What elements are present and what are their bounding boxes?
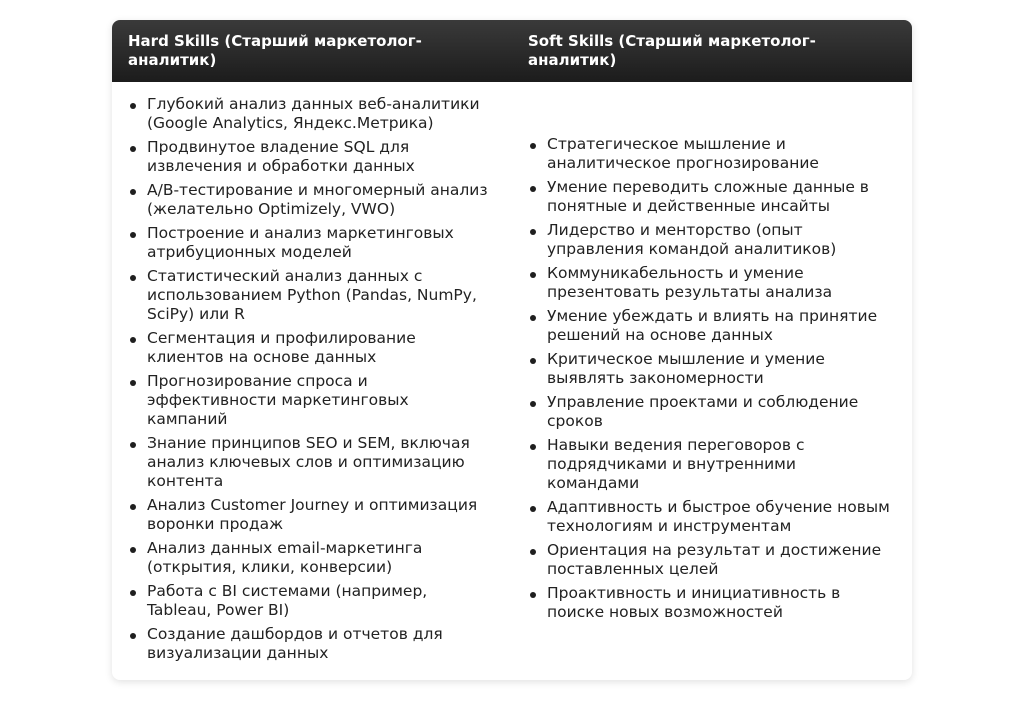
hard-skills-cell xyxy=(112,82,512,680)
list-item: Навыки ведения переговоров с подрядчиками и внутренними командами xyxy=(547,436,892,493)
list-item: Коммуникабельность и умение презентовать результаты анализа xyxy=(547,264,892,302)
list-item: Статистический анализ данных с использованием Python (Pandas, NumPy, SciPy) или R xyxy=(147,267,492,324)
list-item: Проактивность и инициативность в поиске новых возможностей xyxy=(547,584,892,622)
list-item: Глубокий анализ данных веб-аналитики (Google Analytics, Яндекс.Метрика) xyxy=(147,95,492,133)
list-item: Работа с BI системами (например, Tableau, Power BI) xyxy=(147,582,492,620)
hard-skills-header: Hard Skills (Старший маркетолог-аналитик) xyxy=(128,32,422,69)
table-body xyxy=(112,82,912,680)
list-item: Управление проектами и соблюдение сроков xyxy=(547,393,892,431)
hard-skills-list xyxy=(147,95,492,668)
table-header xyxy=(112,20,912,82)
list-item: Знание принципов SEO и SEM, включая анализ ключевых слов и оптимизацию контента xyxy=(147,434,492,491)
list-item: Адаптивность и быстрое обучение новым технологиям и инструментам xyxy=(547,498,892,536)
list-item: Сегментация и профилирование клиентов на основе данных xyxy=(147,329,492,367)
list-item: Стратегическое мышление и аналитическое прогнозирование xyxy=(547,135,892,173)
list-item: Продвинутое владение SQL для извлечения и обработки данных xyxy=(147,138,492,176)
list-item: Ориентация на результат и достижение поставленных целей xyxy=(547,541,892,579)
list-item: Анализ данных email-маркетинга (открытия, клики, конверсии) xyxy=(147,539,492,577)
list-item: Умение переводить сложные данные в понятные и действенные инсайты xyxy=(547,178,892,216)
soft-skills-header: Soft Skills (Старший маркетолог-аналитик) xyxy=(528,32,816,69)
list-item: Построение и анализ маркетинговых атрибуционных моделей xyxy=(147,224,492,262)
soft-skills-cell xyxy=(512,82,912,680)
list-item: Анализ Customer Journey и оптимизация воронки продаж xyxy=(147,496,492,534)
list-item: Прогнозирование спроса и эффективности маркетинговых кампаний xyxy=(147,372,492,429)
skills-table xyxy=(112,20,912,680)
list-item: Умение убеждать и влиять на принятие решений на основе данных xyxy=(547,307,892,345)
list-item: Лидерство и менторство (опыт управления командой аналитиков) xyxy=(547,221,892,259)
list-item: Критическое мышление и умение выявлять закономерности xyxy=(547,350,892,388)
list-item: A/B-тестирование и многомерный анализ (желательно Optimizely, VWO) xyxy=(147,181,492,219)
soft-skills-list xyxy=(547,135,892,627)
list-item: Создание дашбордов и отчетов для визуализации данных xyxy=(147,625,492,663)
